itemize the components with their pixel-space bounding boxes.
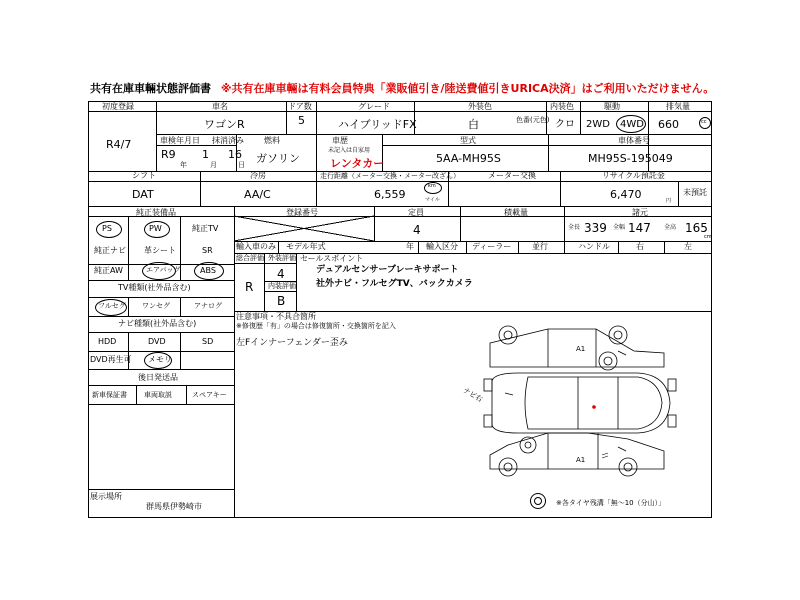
label-notes-title: 注意事項・不具合箇所: [236, 312, 316, 321]
label-ac: 冷房: [250, 171, 266, 180]
value-fuel: ガソリン: [256, 152, 300, 165]
value-drive-4wd: 4WD: [620, 119, 644, 130]
value-car-name: ワゴンR: [204, 118, 245, 131]
label-after-items: 後日発送品: [138, 373, 178, 382]
damage-marker: [592, 405, 596, 409]
label-massho: 抹消済み: [212, 136, 244, 145]
label-reg-no: 登録番号: [286, 208, 318, 217]
label-hi: 日: [238, 161, 245, 169]
unit-yen: 円: [666, 198, 672, 204]
value-interior-color: クロ: [555, 119, 575, 130]
label-left: 左: [684, 242, 692, 251]
value-body-note: 未記入は自家用: [328, 147, 371, 154]
value-capacity: 4: [413, 223, 421, 237]
value-mileage: 6,559: [374, 188, 406, 201]
value-drive-2wd: 2WD: [586, 119, 610, 130]
value-shaken-year: R9: [161, 148, 176, 161]
value-score-interior: B: [277, 294, 286, 308]
diagram-label-nahi: ナビ右: [461, 386, 484, 404]
diagram-label-a1-top: A1: [576, 345, 586, 353]
evaluation-sheet: [88, 101, 712, 518]
label-tsuki: 月: [210, 161, 217, 169]
equip-aw: 純正AW: [94, 266, 123, 275]
label-navi-type: ナビ種類(社外品含む): [118, 319, 197, 328]
equip-dvd-player: DVD再生可: [90, 355, 132, 364]
label-length: 全長: [568, 224, 581, 231]
label-display-place: 展示場所: [90, 492, 122, 501]
equip-pw: PW: [149, 224, 162, 233]
label-recycle: リサイクル預託金: [602, 171, 665, 180]
value-display-place: 群馬県伊勢崎市: [146, 502, 202, 511]
value-doors: 5: [298, 114, 305, 127]
value-ac: AA/C: [244, 188, 271, 201]
equip-ps: PS: [102, 224, 112, 233]
equip-memory: メモリ: [148, 355, 172, 364]
unit-miles: マイル: [425, 197, 440, 203]
value-body-type: レンタカー: [330, 157, 385, 170]
label-interior-score: 内装評価: [268, 282, 296, 290]
label-meter-exchange: メーター交換: [488, 171, 536, 180]
label-doors: ドア数: [288, 102, 312, 111]
label-exterior-score: 外装評価: [268, 254, 296, 262]
notice-text: ※共有在庫車輛は有料会員特典「業販値引き/陸送費値引きURICA決済」はご利用いただけません。: [220, 82, 715, 95]
value-note-1: 左Fインナーフェンダー歪み: [236, 338, 348, 348]
label-model-year: モデル年式: [286, 242, 326, 251]
document-title: 共有在庫車輛状態評価書: [90, 82, 211, 95]
equip-spare-key: スペアキー: [192, 391, 227, 399]
value-first-reg: R4/7: [106, 138, 132, 151]
label-sales-point: セールスポイント: [300, 254, 364, 263]
value-height: 165: [685, 221, 708, 235]
value-grade: ハイブリッドFX: [338, 118, 417, 131]
value-score-exterior: 4: [277, 267, 285, 281]
label-capacity: 定員: [408, 208, 424, 217]
label-dealer: ディーラー: [472, 242, 512, 251]
label-parallel: 並行: [532, 242, 548, 251]
value-sales-point-1: デュアルセンサーブレーキサポート: [316, 265, 459, 275]
label-interior-color: 内装色: [550, 102, 574, 111]
label-width: 全幅: [613, 224, 626, 231]
value-shaken-day: 16: [228, 148, 242, 161]
value-exterior-color: 白: [468, 118, 479, 131]
equip-tv: 純正TV: [192, 224, 219, 233]
value-recycle: 6,470: [610, 188, 642, 201]
label-chassis: 車体番号: [618, 136, 650, 145]
equip-sd: SD: [202, 337, 214, 346]
label-unpaid: 未預託: [683, 188, 707, 197]
label-body-type: 車歴: [332, 136, 348, 145]
label-handle: ハンドル: [578, 242, 610, 251]
header: [90, 80, 714, 96]
label-displacement: 排気量: [666, 102, 690, 111]
label-notes-sub: ※修復歴「有」の場合は修復箇所・交換箇所を記入: [236, 322, 396, 330]
label-right: 右: [636, 242, 644, 251]
value-width: 147: [628, 221, 651, 235]
value-cc: cc: [701, 119, 707, 125]
equip-abs: ABS: [200, 266, 216, 275]
value-model: 5AA-MH95S: [436, 152, 501, 165]
label-total-score: 総合評価: [236, 254, 264, 262]
equip-airbag: エアバッグ: [146, 266, 181, 274]
label-dimensions: 諸元: [632, 208, 648, 217]
label-year-unit: 年: [406, 242, 414, 251]
value-shaken-month: 1: [202, 148, 209, 161]
label-tv-type: TV種類(社外品含む): [118, 283, 191, 292]
label-first-reg: 初度登録: [102, 102, 134, 111]
equip-warranty: 新車保証書: [92, 391, 127, 399]
equip-leather: 革シート: [144, 246, 176, 255]
value-sales-point-2: 社外ナビ・フルセグTV、バックカメラ: [316, 279, 473, 289]
label-car-name: 車名: [212, 102, 228, 111]
equip-dvd: DVD: [148, 337, 166, 346]
equip-navi: 純正ナビ: [94, 246, 126, 255]
value-length: 339: [584, 221, 607, 235]
label-fuel: 燃料: [264, 136, 280, 145]
label-tire-note: ※各タイヤ残溝「無～10（分山）」: [556, 499, 666, 507]
unit-km: km: [428, 183, 436, 189]
equip-fullseg: フルセグ: [98, 302, 126, 310]
label-shaken: 車検年月日: [160, 136, 200, 145]
label-nen: 年: [180, 161, 187, 169]
label-equipment: 純正装備品: [136, 208, 176, 217]
value-displacement: 660: [658, 118, 679, 131]
equip-manual: 車両取説: [144, 391, 172, 399]
value-shift: DAT: [132, 188, 154, 201]
label-exterior-color: 外装色: [468, 102, 492, 111]
label-drive: 駆動: [604, 102, 620, 111]
value-chassis: MH95S-195049: [588, 152, 673, 165]
equip-sr: SR: [202, 246, 213, 255]
value-score-total: R: [245, 280, 254, 294]
car-diagram: [478, 321, 708, 481]
unit-cm: cm: [704, 234, 712, 240]
label-grade: グレード: [358, 102, 390, 111]
label-mileage: 走行距離（メーター交換・メーター改ざん）: [320, 172, 460, 180]
label-shift: シフト: [132, 171, 156, 180]
value-color-no: 色番(元色): [516, 116, 550, 124]
label-height: 全高: [664, 224, 677, 231]
equip-hdd: HDD: [98, 337, 117, 346]
label-model: 型式: [460, 136, 476, 145]
equip-oneseg: ワンセグ: [142, 302, 170, 310]
diagram-label-a1-bottom: A1: [576, 456, 586, 464]
equip-analog: アナログ: [194, 302, 222, 310]
label-load: 積載量: [504, 208, 528, 217]
tire-inner-circle: [534, 497, 542, 505]
label-import-only: 輸入車のみ: [236, 242, 276, 251]
label-import-class: 輸入区分: [426, 242, 458, 251]
